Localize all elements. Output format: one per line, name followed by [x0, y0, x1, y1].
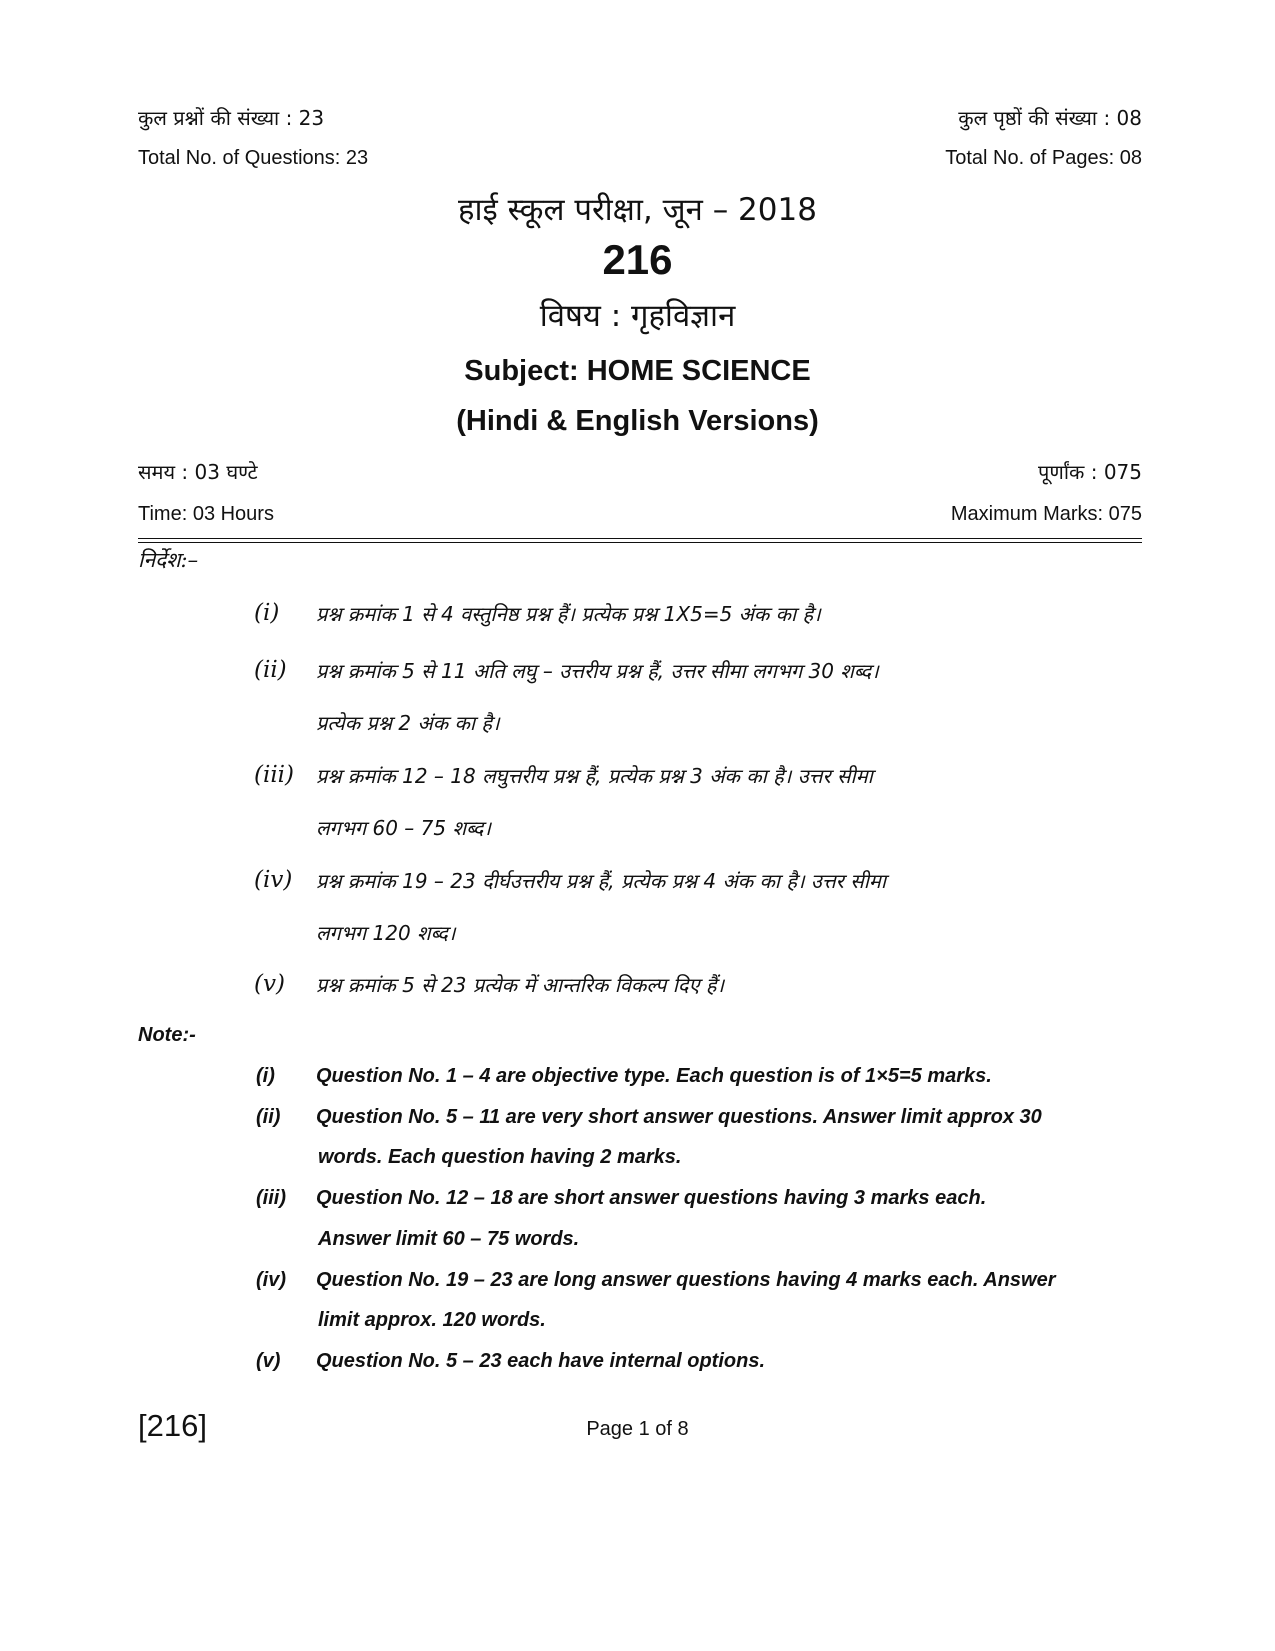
note-num: (i) [256, 1065, 275, 1087]
note-line: Question No. 1 – 4 are objective type. Each question is of 1×5=5 marks. [316, 1065, 992, 1087]
note-num: (v) [256, 1350, 281, 1372]
marks-hindi: पूर्णांक : 075 [1038, 460, 1142, 484]
note-heading: Note:- [138, 1024, 196, 1046]
subject-english: Subject: HOME SCIENCE [464, 355, 811, 387]
page-number: Page 1 of 8 [586, 1418, 689, 1440]
time-english: Time: 03 Hours [138, 503, 274, 525]
instruction-num: (ii) [254, 657, 287, 683]
versions-label: (Hindi & English Versions) [456, 405, 819, 437]
note-line: Question No. 5 – 11 are very short answer questions. Answer limit approx 30 [316, 1106, 1042, 1128]
time-hindi: समय : 03 घण्टे [138, 460, 258, 484]
instruction-line: प्रश्न क्रमांक 5 से 11 अति लघु – उत्तरीय प्रश्न हैं, उत्तर सीमा लगभग 30 शब्द। [316, 659, 879, 683]
instruction-num: (iii) [254, 762, 295, 788]
footer-paper-code: [216] [138, 1408, 207, 1443]
marks-english: Maximum Marks: 075 [950, 503, 1142, 525]
note-num: (iii) [256, 1187, 286, 1209]
exam-title: हाई स्कूल परीक्षा, जून – 2018 [458, 192, 817, 228]
paper-code: 216 [602, 236, 673, 283]
instruction-num: (i) [254, 600, 280, 626]
note-line: Answer limit 60 – 75 words. [318, 1228, 580, 1250]
note-line: Question No. 12 – 18 are short answer questions having 3 marks each. [316, 1187, 987, 1209]
total-pages-english: Total No. of Pages: 08 [945, 147, 1142, 169]
instruction-line: प्रश्न क्रमांक 19 – 23 दीर्घउत्तरीय प्रश्न हैं, प्रत्येक प्रश्न 4 अंक का है। उत्तर सीमा [316, 869, 887, 893]
total-questions-hindi: कुल प्रश्नों की संख्या : 23 [138, 106, 325, 130]
note-num: (iv) [256, 1269, 286, 1291]
divider-top [138, 538, 1142, 539]
instruction-line: प्रश्न क्रमांक 12 – 18 लघुत्तरीय प्रश्न हैं, प्रत्येक प्रश्न 3 अंक का है। उत्तर सीमा [316, 764, 873, 788]
total-questions-english: Total No. of Questions: 23 [138, 147, 369, 169]
instruction-line: प्रत्येक प्रश्न 2 अंक का है। [316, 711, 500, 735]
instruction-num: (v) [254, 971, 285, 997]
instruction-line: प्रश्न क्रमांक 1 से 4 वस्तुनिष्ठ प्रश्न हैं। प्रत्येक प्रश्न 1X5=5 अंक का है। [316, 602, 821, 626]
instruction-line: प्रश्न क्रमांक 5 से 23 प्रत्येक में आन्तरिक विकल्प दिए हैं। [316, 973, 725, 997]
note-line: Question No. 19 – 23 are long answer questions having 4 marks each. Answer [316, 1269, 1056, 1291]
note-line: words. Each question having 2 marks. [318, 1146, 682, 1168]
subject-hindi: विषय : गृहविज्ञान [539, 298, 736, 334]
note-line: Question No. 5 – 23 each have internal options. [316, 1350, 766, 1372]
instructions-heading: निर्देश:– [138, 548, 199, 572]
note-num: (ii) [256, 1106, 281, 1128]
instruction-line: लगभग 120 शब्द। [316, 921, 456, 945]
total-pages-hindi: कुल पृष्ठों की संख्या : 08 [958, 106, 1142, 130]
instruction-num: (iv) [254, 867, 293, 893]
instruction-line: लगभग 60 – 75 शब्द। [316, 816, 491, 840]
note-line: limit approx. 120 words. [318, 1309, 546, 1331]
divider-bottom [138, 542, 1142, 543]
